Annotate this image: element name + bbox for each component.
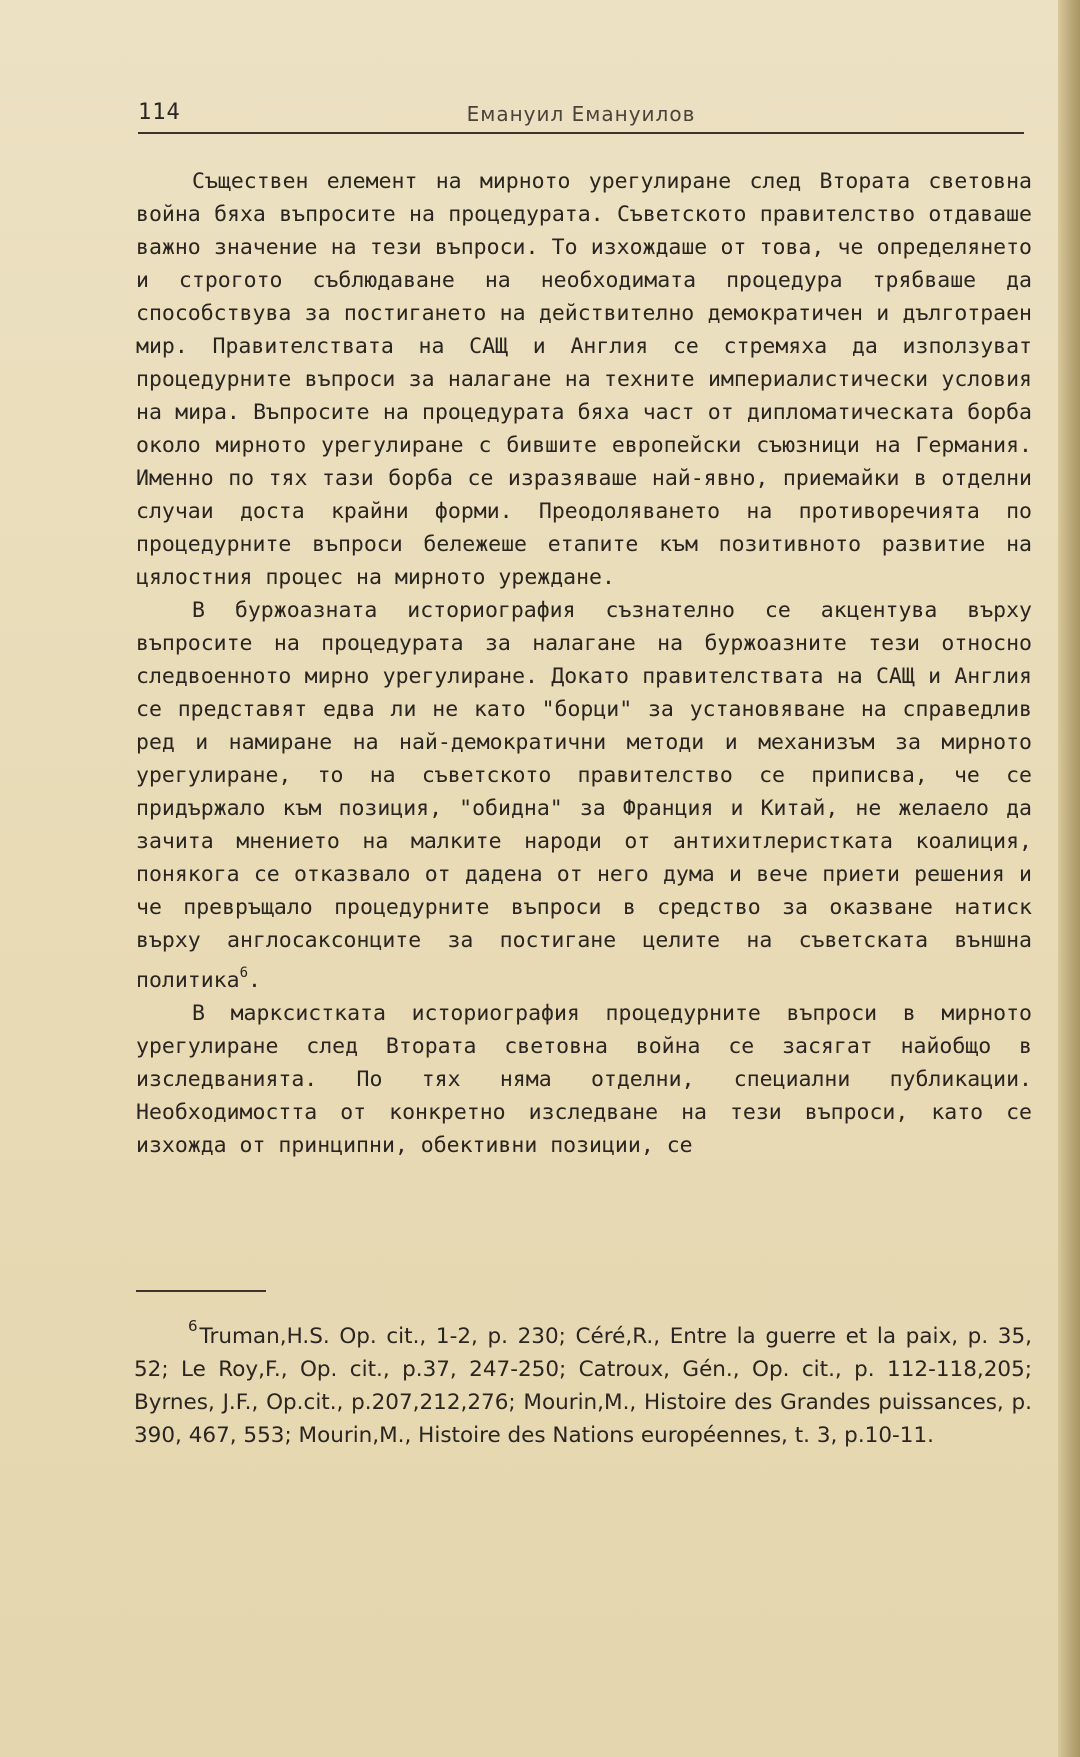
footnote — [134, 1310, 1032, 1452]
footnote-mark: 6 — [188, 1317, 198, 1335]
running-head: Емануил Емануилов — [466, 102, 696, 126]
paragraph-2-end: . — [248, 968, 261, 993]
page-header — [138, 100, 1024, 134]
paragraph-2 — [136, 594, 1032, 997]
footnote-reference: 6 — [239, 965, 248, 981]
footnote-text: Truman,H.S. Op. cit., 1-2, p. 230; Céré,R., Entre la guerre et la paix, p. 35, 52; Le Roy,F., Op. cit., p.37, 247-250; Catroux, Gén., Op. cit., p. 112-118,205; Byrnes, J.F., Op.cit., p.207,212,276; Mourin,M., Histoire des Grandes puissances, p. 390, 467, 553; Mourin,M., Histoire des Nations européennes, t. 3, p.10-11. — [134, 1324, 1032, 1448]
paragraph-2-text: В буржоазната историография съзнателно се акцентува върху въпросите на процедурата за налагане на буржоазните тези относно следвоенното мирно урегулиране. Докато правителствата на САЩ и Англия се представят едва ли не като "борци" за установяване на справедлив ред и намиране на най-демократични методи и механизъм за мирното урегулиране, то на съветското правителство се приписва, че се придържало към позиция, "обидна" за Франция и Китай, не желаело да зачита мнението на малките народи от антихитлеристката коалиция, понякога се отказвало от дадена от него дума и вече приети решения и че превръщало процедурните въпроси в средство за оказване натиск върху англосаксонците за постигане целите на съветската външна политика — [136, 598, 1032, 993]
page-number: 114 — [138, 100, 181, 125]
footnote-divider — [136, 1290, 266, 1292]
paragraph-1: Съществен елемент на мирното урегулиране след Втората световна война бяха въпросите на процедурата. Съветското правителство отдаваше важно значение на тези въпроси. То изхождаше от това, че определянето и строгото съблюдаване на необходимата процедура трябваше да способствува за постигането на действително демократичен и дълготраен мир. Правителствата на САЩ и Англия се стремяха да използуват процедурните въпроси за налагане на техните империалистически условия на мира. Въпросите на процедурата бяха част от дипломатическата борба около мирното урегулиране с бившите европейски съюзници на Германия. Именно по тях тази борба се изразяваше най-явно, приемайки в отделни случаи доста крайни форми. Преодоляването на противоречията по процедурните въпроси бележеше етапите към позитивното развитие на цялостния процес на мирното уреждане. — [136, 169, 1032, 590]
page-edge-shadow — [1058, 0, 1080, 1757]
paragraph-3: В марксистката историография процедурните въпроси в мирното урегулиране след Втората световна война се засягат найобщо в изследванията. По тях няма отделни, специални публикации. Необходимостта от конкретно изследване на тези въпроси, като се изхожда от принципни, обективни позиции, се — [136, 1001, 1032, 1158]
body-text — [136, 165, 1032, 1162]
